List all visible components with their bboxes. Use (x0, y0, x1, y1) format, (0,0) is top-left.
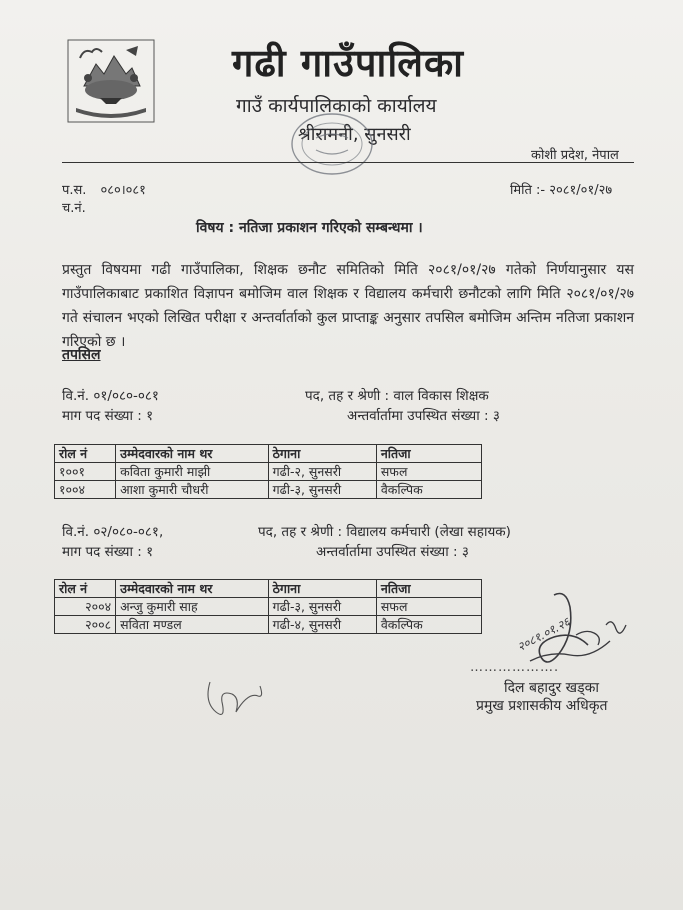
cell-roll: १००४ (55, 481, 116, 499)
section2-post: पद, तह र श्रेणी : विद्यालय कर्मचारी (लेखा सहायक) (258, 524, 511, 540)
initial-scribble (200, 672, 272, 724)
cell-name: आशा कुमारी चौधरी (116, 481, 269, 499)
letter-date (510, 180, 612, 198)
signature-date: २०८१.०१.२६ (514, 614, 573, 655)
table-row (55, 616, 482, 634)
section1-present: अन्तर्वार्तामा उपस्थित संख्या : ३ (347, 408, 500, 424)
section2-demand: माग पद संख्या : १ (62, 544, 154, 560)
col-name: उम्मेदवारको नाम थर (116, 445, 269, 463)
cell-address: गढी-३, सुनसरी (268, 598, 376, 616)
results-table-2 (54, 579, 482, 634)
cell-name: अन्जु कुमारी साह (116, 598, 269, 616)
col-address: ठेगाना (268, 445, 376, 463)
section1-demand: माग पद संख्या : १ (62, 408, 154, 424)
section2-present: अन्तर्वार्तामा उपस्थित संख्या : ३ (316, 544, 469, 560)
cell-name: सविता मण्डल (116, 616, 269, 634)
cell-result: सफल (376, 598, 481, 616)
subject-line: विषय : नतिजा प्रकाशन गरिएको सम्बन्धमा । (196, 220, 423, 236)
body-paragraph: प्रस्तुत विषयमा गढी गाउँपालिका, शिक्षक छनौट समितिको मिति २०८१/०१/२७ गतेको निर्णयानुसार यस गाउँपालिकाबाट प्रकाशित विज्ञापन बमोजिम वाल शिक्षक र विद्यालय कर्मचारी छनौटको लागि मिति २०८१/०१/२७ गते संचालन भएको लिखित परीक्षा र अन्तर्वार्ताको कुल प्राप्ताङ्क अनुसार तपसिल बमोजिम अन्तिम नतिजा प्रकाशन गरिएको छ । (62, 262, 634, 350)
col-roll: रोल नं (55, 580, 116, 598)
cell-result: सफल (376, 463, 481, 481)
table-row (55, 598, 482, 616)
table-header-row (55, 445, 482, 463)
signer-title: प्रमुख प्रशासकीय अधिकृत (476, 698, 608, 714)
ref-label: प.स. (62, 183, 87, 198)
office-name: गाउँ कार्यपालिकाको कार्यालय (236, 95, 437, 117)
reference-number (62, 180, 146, 198)
org-name: गढी गाउँपालिका (232, 41, 464, 85)
header-divider (62, 162, 634, 163)
section1-vina: वि.नं. ०१/०८०-०८१ (62, 388, 159, 404)
section2-vina: वि.नं. ०२/०८०-०८१, (62, 524, 164, 540)
col-name: उम्मेदवारको नाम थर (116, 580, 269, 598)
col-result: नतिजा (376, 580, 481, 598)
ref-value: ०८०।०८१ (100, 183, 146, 198)
signer-name: दिल बहादुर खड्का (504, 680, 599, 696)
cell-roll: १००१ (55, 463, 116, 481)
cell-roll: २००४ (55, 598, 116, 616)
cell-result: वैकल्पिक (376, 481, 481, 499)
date-label: मिति :- (510, 183, 546, 198)
col-address: ठेगाना (268, 580, 376, 598)
chalani-label: च.नं. (62, 201, 86, 216)
cell-result: वैकल्पिक (376, 616, 481, 634)
cell-address: गढी-२, सुनसरी (268, 463, 376, 481)
cell-address: गढी-३, सुनसरी (268, 481, 376, 499)
col-roll: रोल नं (55, 445, 116, 463)
section1-post: पद, तह र श्रेणी : वाल विकास शिक्षक (305, 388, 489, 404)
results-table-1 (54, 444, 482, 499)
table-header-row (55, 580, 482, 598)
office-seal-stamp (286, 108, 378, 180)
col-result: नतिजा (376, 445, 481, 463)
cell-address: गढी-४, सुनसरी (268, 616, 376, 634)
district-line: श्रीरामनी, सुनसरी (298, 124, 411, 145)
province-line: कोशी प्रदेश, नेपाल (531, 148, 619, 163)
table-row (55, 463, 482, 481)
nepal-emblem-logo (66, 38, 156, 124)
table-row (55, 481, 482, 499)
date-value: २०८१/०१/२७ (549, 183, 613, 198)
tapsil-heading: तपसिल (62, 347, 101, 363)
cell-name: कविता कुमारी माझी (116, 463, 269, 481)
cell-roll: २००८ (55, 616, 116, 634)
signature-dots: ………………. (470, 660, 560, 675)
